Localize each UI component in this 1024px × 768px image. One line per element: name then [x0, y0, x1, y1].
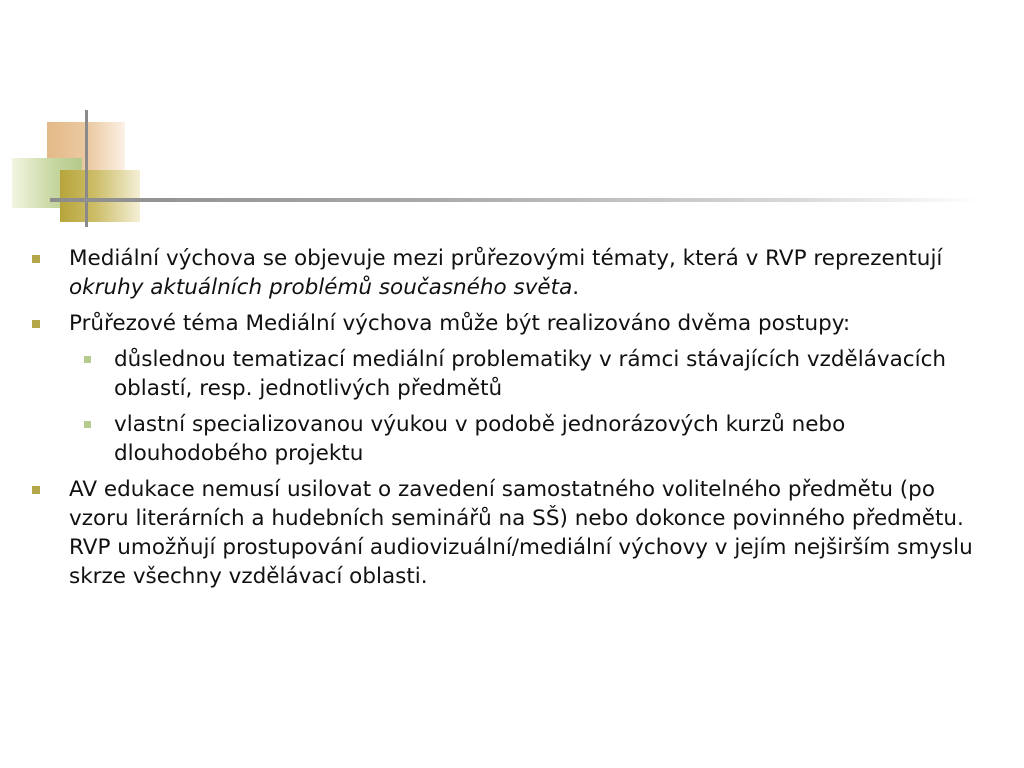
sub-bullet-text: vlastní specializovanou výukou v podobě jednorázových kurzů nebo dlouhodobého projektu [114, 412, 846, 466]
decor-olive-square [60, 170, 140, 222]
square-bullet-icon [32, 255, 40, 263]
square-bullet-icon [84, 421, 91, 428]
bullet-item-1 [32, 244, 992, 302]
bullet-item-2 [32, 309, 992, 338]
bullet-list [32, 244, 992, 598]
bullet-text-end: . [572, 275, 580, 300]
bullet-text: Mediální výchova se objevuje mezi průřezovými tématy, která v RVP reprezentují [69, 246, 943, 271]
sub-bullet-text: důslednou tematizací mediální problematiky v rámci stávajících vzdělávacích oblastí, resp. jednotlivých předmětů [114, 347, 947, 401]
bullet-italic-text: okruhy aktuálních problémů současného světa [69, 275, 573, 300]
bullet-text: AV edukace nemusí usilovat o zavedení samostatného volitelného předmětu (po vzoru literárních a hudebních seminářů na SŠ) nebo dokonce povinného předmětu. RVP umožňují prostupování audiovizuální/mediální výchovy v jejím nejširším smyslu skrze všechny vzdělávací oblasti. [69, 477, 973, 589]
square-bullet-icon [32, 486, 40, 494]
decor-vertical-line [85, 110, 88, 227]
square-bullet-icon [32, 320, 40, 328]
sub-bullet-item-1 [32, 345, 992, 403]
decor-horizontal-line [50, 198, 980, 202]
sub-bullet-item-2 [32, 410, 992, 468]
bullet-item-3 [32, 475, 992, 591]
bullet-text: Průřezové téma Mediální výchova může být realizováno dvěma postupy: [69, 311, 851, 336]
square-bullet-icon [84, 356, 91, 363]
